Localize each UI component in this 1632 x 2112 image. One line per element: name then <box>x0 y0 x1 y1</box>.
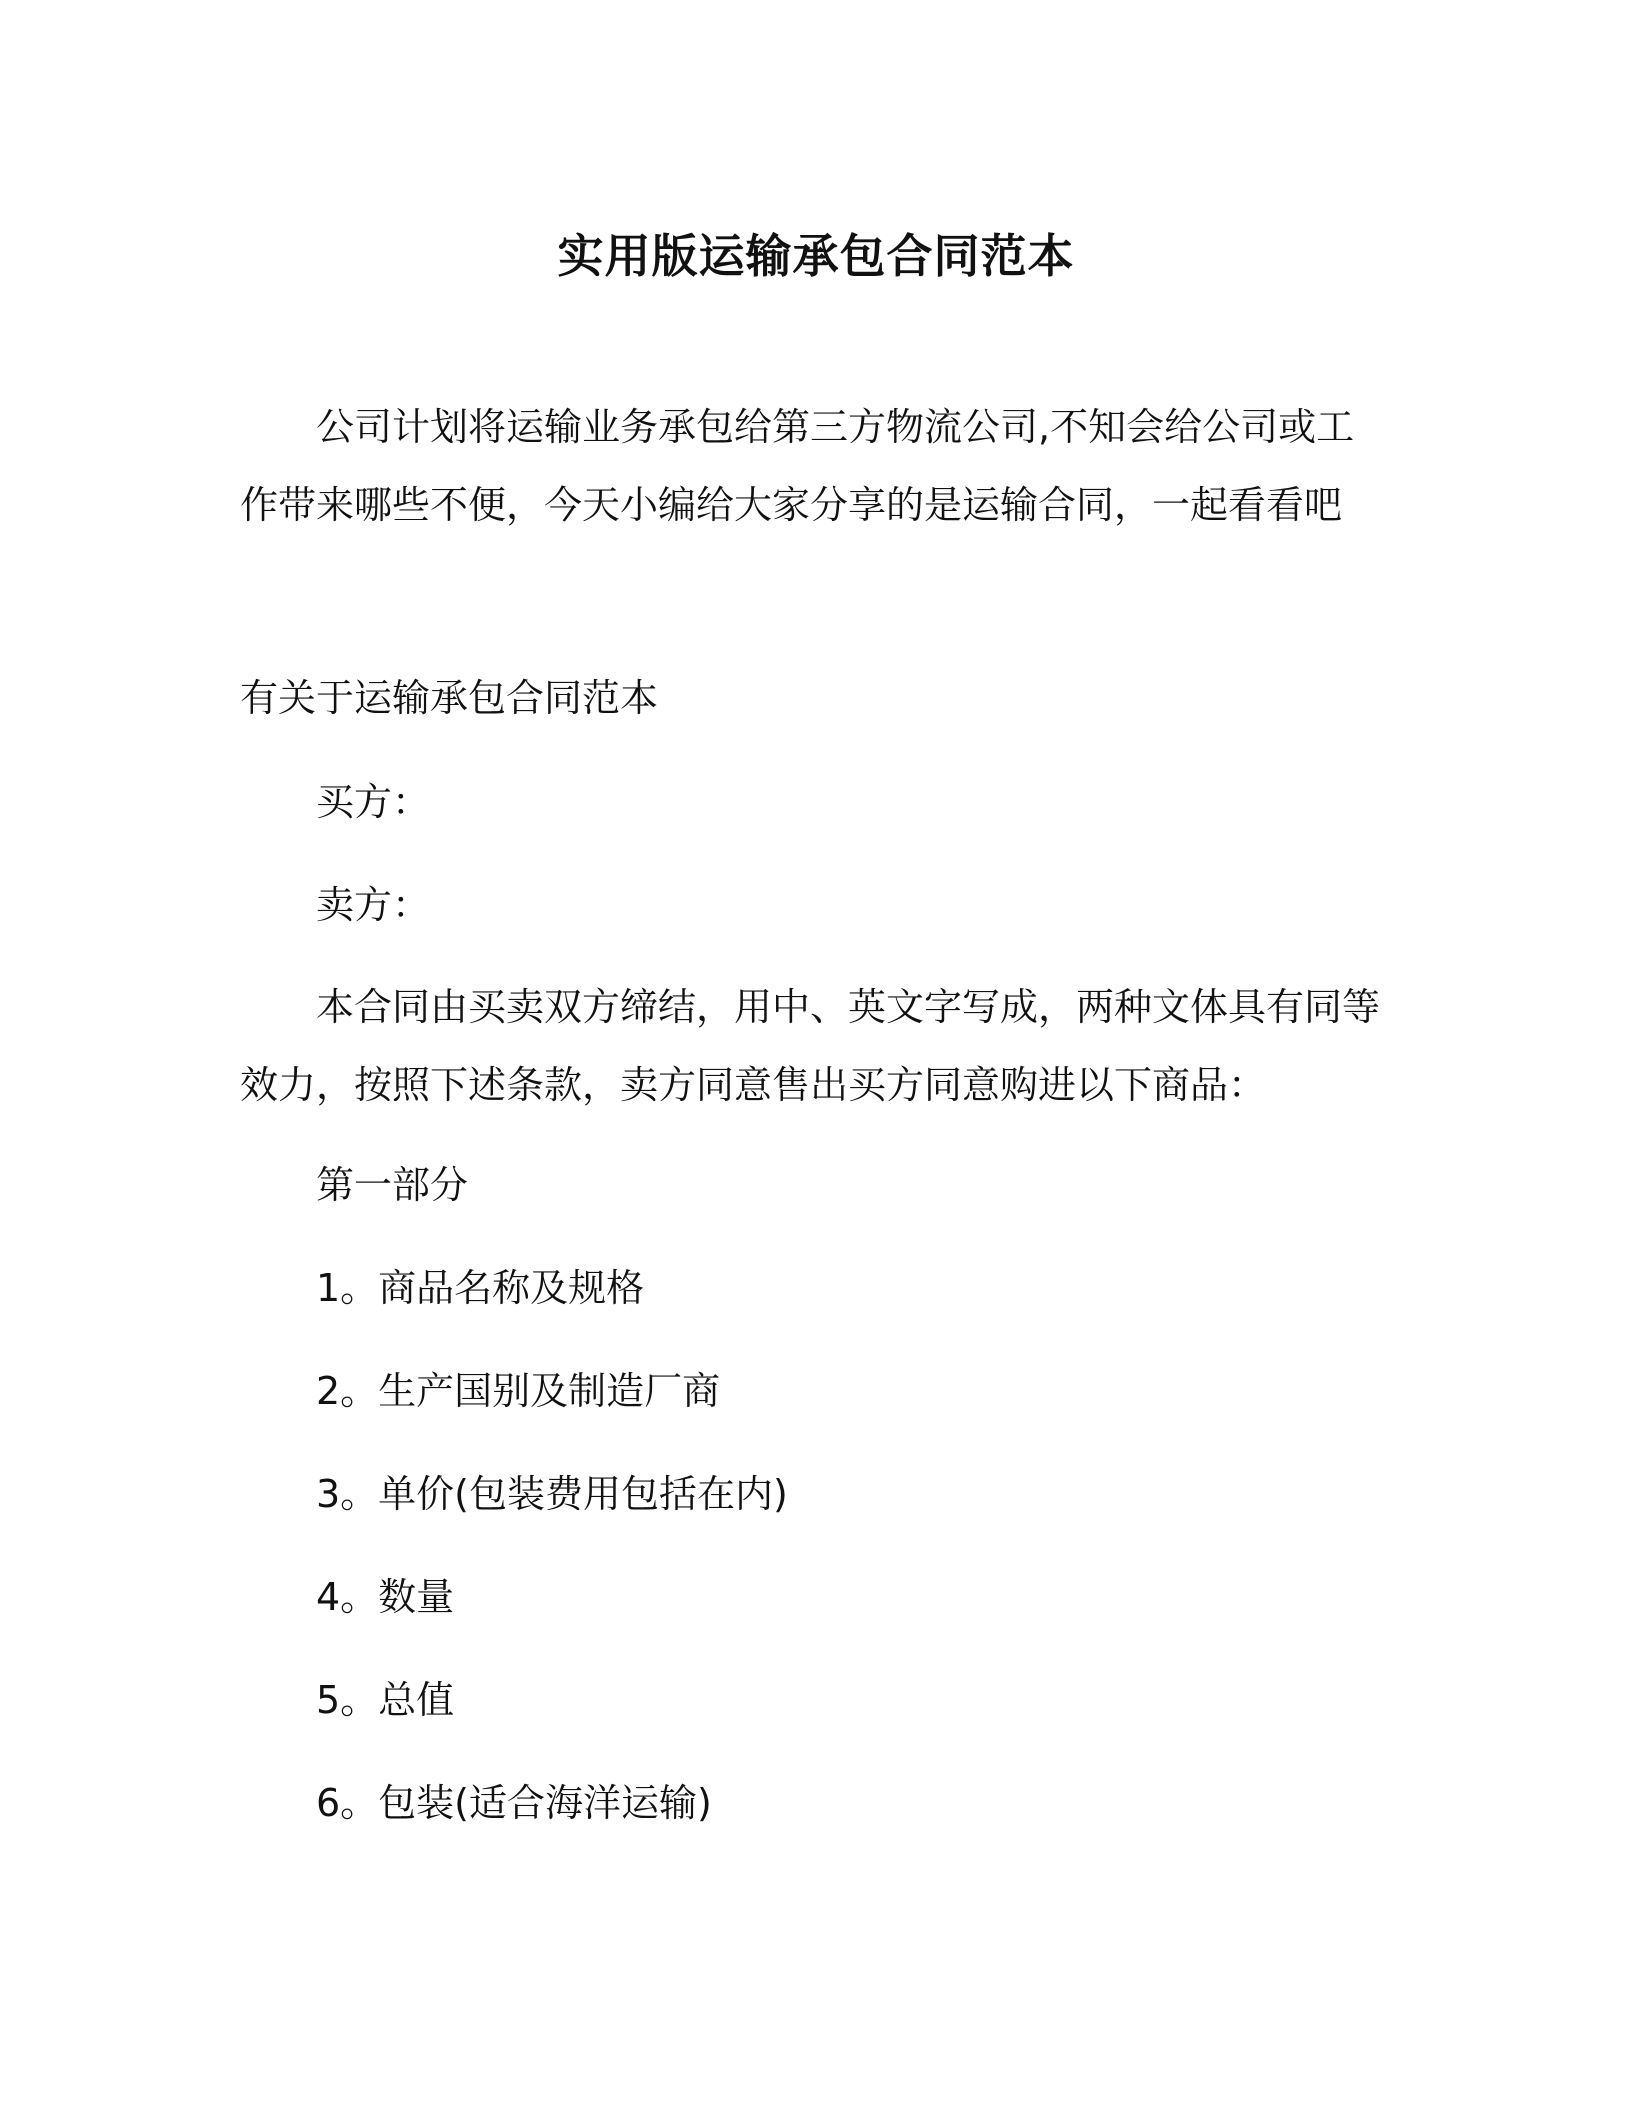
list-item: 6。包装(适合海洋运输) <box>316 1781 712 1825</box>
section-heading: 有关于运输承包合同范本 <box>240 676 659 720</box>
contract-statement: 本合同由买卖双方缔结，用中、英文字写成，两种文体具有同等效力，按照下述条款，卖方同意售出买方同意购进以下商品： <box>240 985 1381 1107</box>
list-item: 4。数量 <box>316 1575 455 1619</box>
list-item: 1。商品名称及规格 <box>316 1266 645 1310</box>
list-item: 2。生产国别及制造厂商 <box>316 1369 721 1413</box>
list-item: 5。总值 <box>316 1678 455 1722</box>
part-heading: 第一部分 <box>316 1163 469 1207</box>
buyer-field: 买方： <box>316 780 431 824</box>
document-title: 实用版运输承包合同范本 <box>557 229 1075 283</box>
intro-paragraph: 公司计划将运输业务承包给第三方物流公司,不知会给公司或工作带来哪些不便，今天小编给大家分享的是运输合同，一起看看吧 <box>240 405 1355 527</box>
seller-field: 卖方： <box>316 883 431 927</box>
list-item: 3。单价(包装费用包括在内) <box>316 1472 788 1516</box>
